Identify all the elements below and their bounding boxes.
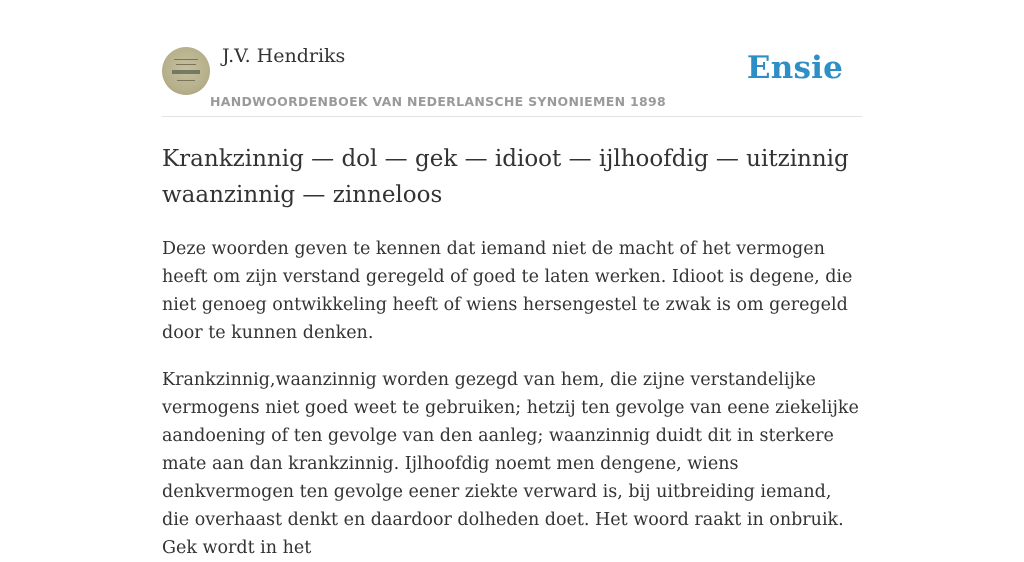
book-cover-icon[interactable] <box>162 47 210 95</box>
entry-paragraph: Deze woorden geven te kennen dat iemand niet de macht of het vermogen heeft om zijn verstand geregeld of goed te laten werken. Idioot is degene, die niet genoeg ontwikkeling heeft of wiens hersengestel te zwak is om geregeld door te kunnen denken. <box>162 239 853 343</box>
entry-title: Krankzinnig — dol — gek — idioot — ijlhoofdig — uitzinnig waanzinnig — zinneloos <box>162 146 849 208</box>
cover-decoration <box>172 70 200 74</box>
author-name[interactable]: J.V. Hendriks <box>222 45 346 67</box>
header <box>162 0 862 117</box>
cover-decoration <box>176 64 196 65</box>
page <box>162 0 862 558</box>
cover-decoration <box>174 59 198 60</box>
entry-paragraph: Krankzinnig,waanzinnig worden gezegd van hem, die zijne verstandelijke vermogens niet goed weet te gebruiken; hetzij ten gevolge van eene ziekelijke aandoening of ten gevolge van den aanleg; waanzinnig duidt dit in sterkere mate aan dan krankzinnig. Ijlhoofdig noemt men dengene, wiens denkvermogen ten gevolge eener ziekte verward is, bij uitbreiding iemand, die overhaast denkt en daardoor dolheden doet. Het woord raakt in onbruik. Gek wordt in het <box>162 370 859 558</box>
ensie-logo[interactable]: Ensie <box>746 50 843 86</box>
source-title[interactable]: HANDWOORDENBOEK VAN NEDERLANSCHE SYNONIEMEN 1898 <box>210 94 667 109</box>
cover-decoration <box>177 80 195 81</box>
